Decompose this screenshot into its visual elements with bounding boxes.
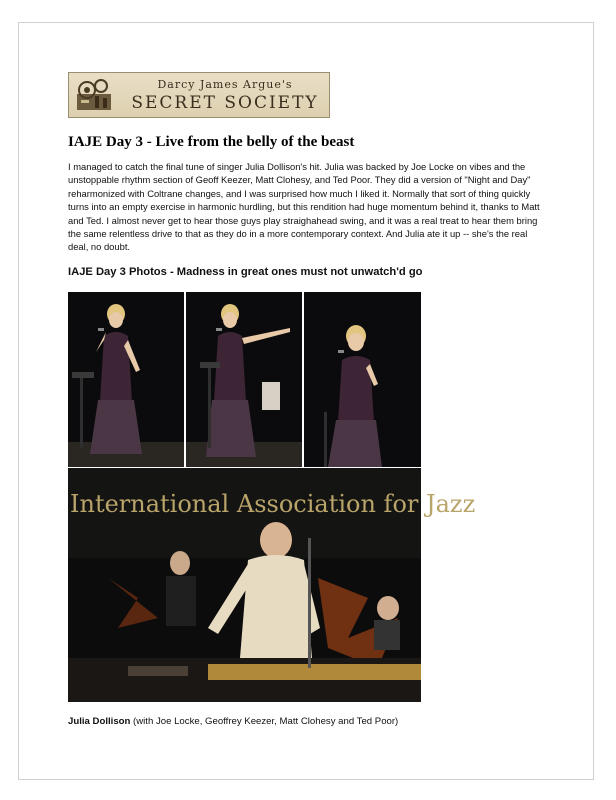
iaje-banner-sign-text: International Association for Jazz xyxy=(70,490,476,518)
post-title: IAJE Day 3 - Live from the belly of the beast xyxy=(68,134,355,150)
julia-dollison-photo-1 xyxy=(68,292,184,467)
joe-locke-vibes-photo xyxy=(68,468,476,702)
gear-machine-emblem-icon xyxy=(75,76,113,114)
caption-name: Julia Dollison xyxy=(68,716,131,727)
caption-rest: (with Joe Locke, Geoffrey Keezer, Matt Clohesy and Ted Poor) xyxy=(130,716,399,727)
julia-dollison-photo-2 xyxy=(186,292,302,467)
secret-society-banner-logo[interactable] xyxy=(68,72,330,118)
photos-heading: IAJE Day 3 Photos - Madness in great ones must not unwatch'd go xyxy=(68,266,423,278)
banner-line-2: SECRET SOCIETY xyxy=(131,93,319,113)
photo-caption xyxy=(68,716,548,727)
banner-line-1: Darcy James Argue's xyxy=(157,78,293,91)
post-body: I managed to catch the final tune of singer Julia Dollison's hit. Julia was backed by Joe Locke on vibes and the unstoppable rhythm section of Geoff Keezer, Matt Clohesy, and Ted Poor. They did a version of "Night and Day" reharmonized with Coltrane changes, and I was surprised how much I liked it. Normally that sort of thing quickly turns into an empty exercise in harmonic hurdling, but this rendition had huge momentum behind it, thanks to Matt and Ted. I almost never get to hear those guys play straighahead swing, and it was a real treat to hear them bring the same relentless drive to that as they do in a more contemporary context. And Julia ate it up -- she's the real deal, no doubt. xyxy=(68,161,540,253)
julia-dollison-photo-3 xyxy=(304,292,421,467)
